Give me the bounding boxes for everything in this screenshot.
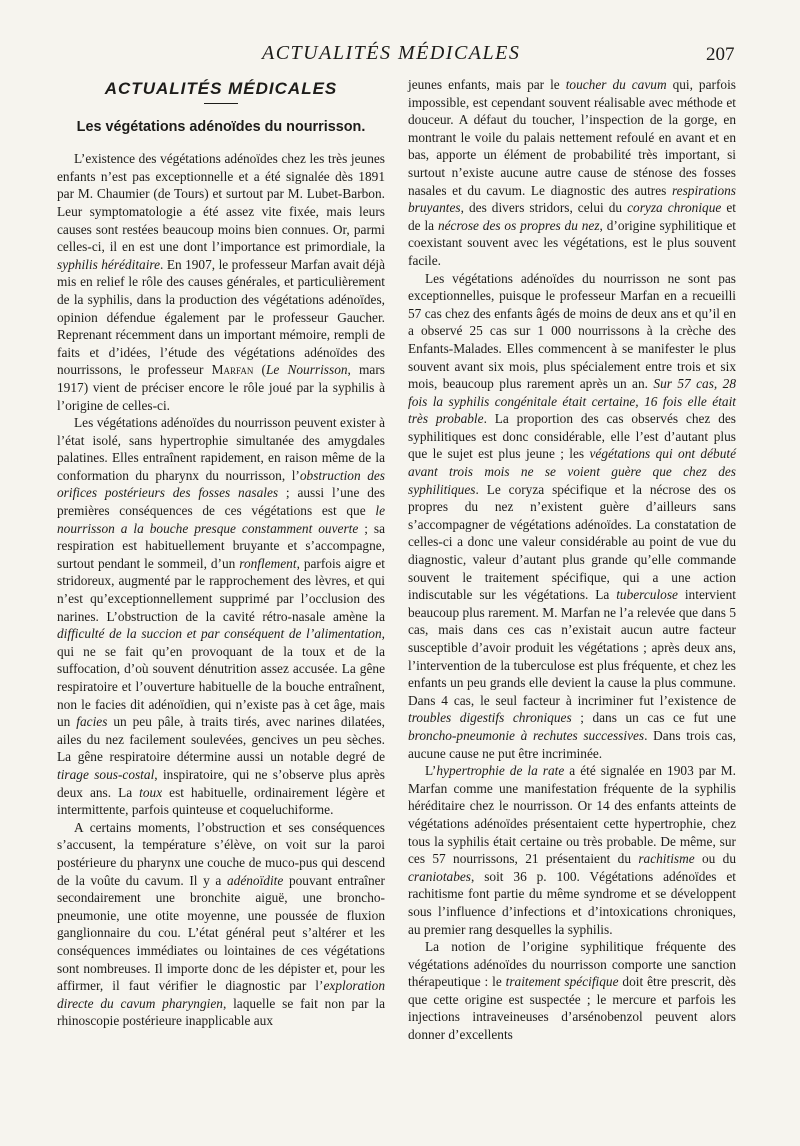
paragraph-left-2: Les végétations adénoïdes du nourrisson peuvent exister à l’état isolé, sans hypertrophie simultanée des amygdales palatines. Elles entraînent rapidement, en raison même de la conformation du pharynx du nourrisson, l’obstruction des orifices postérieurs des fosses nasales ; aussi l’une des premières conséquences de ces végétations est que le nourrisson a la bouche presque constamment ouverte ; sa respiration est habituellement bruyante et s’accompagne, surtout pendant le sommeil, d’un ronflement, parfois aigre et stridoreux, augmenté par le rapprochement des lèvres, et qui n’est qu’exceptionnellement supprimé par l’occlusion des narines. L’obstruction de la cavité rétro-nasale amène la difficulté de la succion et par conséquent de l’alimentation, qui ne se fait qu’en provoquant de la toux et de la suffocation, d’où souvent dénutrition assez accusée. La gêne respiratoire et l’ouverture habituelle de la bouche entraînent, non le facies dit adénoïdien, qui n’existe pas à cet âge, mais un facies un peu pâle, à traits tirés, avec narines dilatées, ailes du nez facilement soulevées, gencives un peu sèches. La gêne respiratoire détermine aussi un notable degré de tirage sous-costal, inspiratoire, qui ne s’observe plus après deux ans. La toux est habituelle, ordinairement légère et intermittente, parfois quinteuse et coqueluchiforme. [57, 415, 385, 818]
title-divider [204, 103, 238, 104]
article-title: Les végétations adénoïdes du nourrisson. [76, 118, 366, 135]
paragraph-left-3: A certains moments, l’obstruction et ses conséquences s’accusent, la température s’élève, on voit sur la paroi postérieure du pharynx une couche de muco-pus qui descend de la voûte du cavum. Il y a adénoïdite pouvant entraîner secondairement une bronchite aiguë, une broncho-pneumonie, une otite moyenne, une poussée de fluxion ganglionnaire du cou. L’état général peut s’altérer et les conséquences immédiates ou lointaines de ces végétations sont nombreuses. Il importe donc de les dépister et, pour les affirmer, il faut vérifier le diagnostic par l’exploration directe du cavum pharyngien, laquelle se fait non par la rhinoscopie postérieure inapplicable aux [57, 819, 385, 1029]
right-column [408, 76, 736, 1044]
paragraph-right-1: jeunes enfants, mais par le toucher du cavum qui, parfois impossible, est cependant souvent réalisable avec méthode et douceur. A défaut du toucher, l’inspection de la gorge, en montrant le voile du palais nettement refoulé en avant et en bas, apporte un élément de probabilité très important, si surtout n’existe aucune autre cause de sténose des fosses nasales et du cavum. Le diagnostic des autres respirations bruyantes, des divers stridors, celui du coryza chronique et de la nécrose des os propres du nez, d’origine syphilitique et coexistant souvent avec les végétations, est le plus souvent facile. [408, 77, 736, 268]
running-title: ACTUALITÉS MÉDICALES [262, 42, 521, 64]
section-title: ACTUALITÉS MÉDICALES [104, 79, 338, 98]
paragraph-right-3: L’hypertrophie de la rate a été signalée en 1903 par M. Marfan comme une manifestation fréquente de la syphilis héréditaire chez le nourrisson. Or 14 des enfants atteints de végétations adénoïdes présentaient cette hypertrophie, chez tous la syphilis était certaine ou très probable. De même, sur ces 57 nourrissons, 21 présentaient du rachitisme ou du craniotabes, soit 36 p. 100. Végétations adénoïdes et rachitisme font partie du même syndrome et se développent sous l’influence d’infections et d’intoxications chroniques, au premier rang desquelles la syphilis. [408, 763, 736, 937]
running-header [0, 42, 800, 72]
paragraph-right-2: Les végétations adénoïdes du nourrisson ne sont pas exceptionnelles, puisque le professeur Marfan en a recueilli 57 cas chez des enfants âgés de moins de deux ans et qu’il en a observé 25 cas sur 1 000 nourrissons à la crèche des Enfants-Malades. Elles commencent à se manifester le plus souvent avant six mois, plus spécialement entre trois et six mois, beaucoup plus rarement après un an. Sur 57 cas, 28 fois la syphilis congénitale était certaine, 16 fois elle était très probable. La proportion des cas observés chez des syphilitiques est donc considérable, elle l’est d’autant plus que le sujet est plus jeune ; les végétations qui ont débuté avant trois mois ne se voient guère que chez des syphilitiques. Le coryza spécifique et la nécrose des os propres du nez n’existent guère d’ailleurs sans s’accompagner de végétations adénoïdes. La constatation de celles-ci a donc une valeur considérable au point de vue du diagnostic, valeur d’autant plus grande qu’elle commande souvent le traitement spécifique, qui a une action indiscutable sur les végétations. La tuberculose intervient beaucoup plus rarement. M. Marfan ne l’a relevée que dans 5 cas, mais dans ces cas n’existait aucun autre facteur susceptible d’avoir produit les végétations ; après deux ans, l’intervention de la tuberculose est plus fréquente, et chez les enfants un peu grands elle devient la cause la plus commune. Dans 4 cas, le seul facteur à incriminer fut l’existence de troubles digestifs chroniques ; dans un cas ce fut une broncho-pneumonie à rechutes successives. Dans trois cas, aucune cause ne put être incriminée. [408, 270, 737, 761]
left-column [57, 76, 385, 1030]
paragraph-left-1: L’existence des végétations adénoïdes chez les très jeunes enfants n’est pas exceptionnelle et a été signalée dès 1891 par M. Chaumier (de Tours) et surtout par M. Lubet-Barbon. Leur symptomatologie a été assez vite fixée, mais leurs causes sont restées beaucoup moins bien connues. Or, parmi celles-ci, il en est une dont l’importance est primordiale, la syphilis héréditaire. En 1907, le professeur Marfan avait déjà mis en relief le rôle des causes générales, et particulièrement de la syphilis, dans la production des végétations adénoïdes, opinion défendue également par le professeur Gaucher. Reprenant récemment dans un important mémoire, rempli de faits et d’idées, l’étude des végétations adénoïdes des nourrissons, le professeur Marfan (Le Nourrisson, mars 1917) vient de préciser encore le rôle joué par la syphilis à l’origine de celles-ci. [57, 151, 386, 413]
paragraph-right-4: La notion de l’origine syphilitique fréquente des végétations adénoïdes du nourrisson comporte une sanction thérapeutique : le traitement spécifique doit être prescrit, dès que cette origine est suspectée ; le mercure et parfois les injections intraveineuses d’arsénobenzol peuvent alors donner d’excellents [408, 939, 736, 1043]
page-number: 207 [706, 44, 735, 65]
